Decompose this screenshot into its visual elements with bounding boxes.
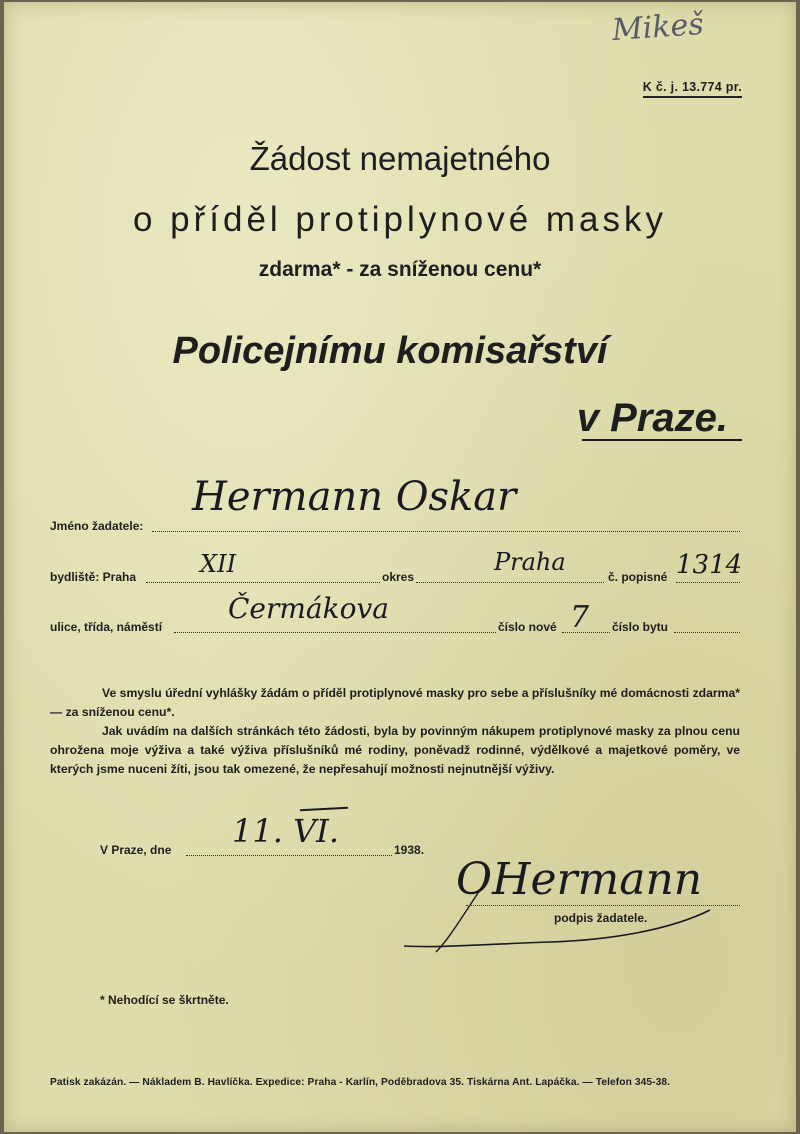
declaration-paragraph-2 xyxy=(50,722,740,778)
residence-dotted-line xyxy=(146,582,380,583)
signature-dotted-line xyxy=(466,905,740,906)
form-subtitle: o příděl protiplynové masky xyxy=(132,200,668,239)
printer-footer: Patisk zakázán. — Nákladem B. Havlíčka. Expedice: Praha - Karlín, Poděbradova 35. Tiskárna Ant. Lapáčka. — Telefon 345-38. xyxy=(50,1077,671,1088)
declaration-text-2: Jak uvádím na dalších stránkách této žádosti, byla by povinným nákupem protiplynové masky za plnou cenu ohrožena moje výživa a také výživa příslušníků mé rodiny, poněvadž rodinné, výdělkové a majetkové poměry, ve kterých jsme nuceni žíti, jsou tak omezené, že nepřesahují možnosti nejnutnější výživy. xyxy=(50,724,740,776)
street-field[interactable]: Čermákova xyxy=(228,592,389,625)
name-label: Jméno žadatele: xyxy=(50,519,144,533)
date-field[interactable]: 11. VI. xyxy=(232,812,339,850)
street-dotted-line xyxy=(174,632,496,633)
new-number-label: číslo nové xyxy=(498,620,557,634)
residence-field[interactable]: XII xyxy=(200,550,237,578)
date-year: 1938. xyxy=(394,843,425,857)
flat-number-dotted-line xyxy=(674,632,740,633)
name-field[interactable]: Hermann Oskar xyxy=(192,474,517,520)
addressee-city: v Praze. xyxy=(576,396,728,440)
name-dotted-line xyxy=(152,531,740,532)
declaration-text-1: Ve smyslu úřední vyhlášky žádám o příděl protiplynové masky pro sebe a příslušníky mé domácnosti zdarma* — za sníženou cenu*. xyxy=(50,686,740,719)
district-field[interactable]: Praha xyxy=(494,548,566,576)
house-number-label: č. popisné xyxy=(608,570,668,584)
date-prefix: V Praze, dne xyxy=(100,843,172,857)
flat-number-label: číslo bytu xyxy=(612,620,669,634)
pencil-annotation: Mikeš xyxy=(610,6,705,49)
district-label: okres xyxy=(382,570,415,584)
reference-number: K č. j. 13.774 pr. xyxy=(643,80,742,98)
signature-flourish xyxy=(400,880,740,980)
street-label: ulice, třída, náměstí xyxy=(50,620,163,634)
house-number-field[interactable]: 1314 xyxy=(676,550,743,580)
new-number-field[interactable]: 7 xyxy=(570,600,590,635)
date-dotted-line xyxy=(186,855,392,856)
declaration-paragraph-1 xyxy=(50,684,740,722)
form-title: Žádost nemajetného xyxy=(249,140,551,177)
house-number-dotted-line xyxy=(676,582,740,583)
addressee-office: Policejnímu komisařství xyxy=(172,330,608,372)
price-option: zdarma* - za sníženou cenu* xyxy=(258,258,542,281)
addressee-underline xyxy=(582,439,742,441)
strikeout-note: * Nehodící se škrtněte. xyxy=(100,993,229,1007)
signature-label: podpis žadatele. xyxy=(554,911,648,925)
residence-label: bydliště: Praha xyxy=(50,570,137,584)
district-dotted-line xyxy=(416,582,604,583)
applicant-signature[interactable]: OHermann xyxy=(456,854,703,905)
